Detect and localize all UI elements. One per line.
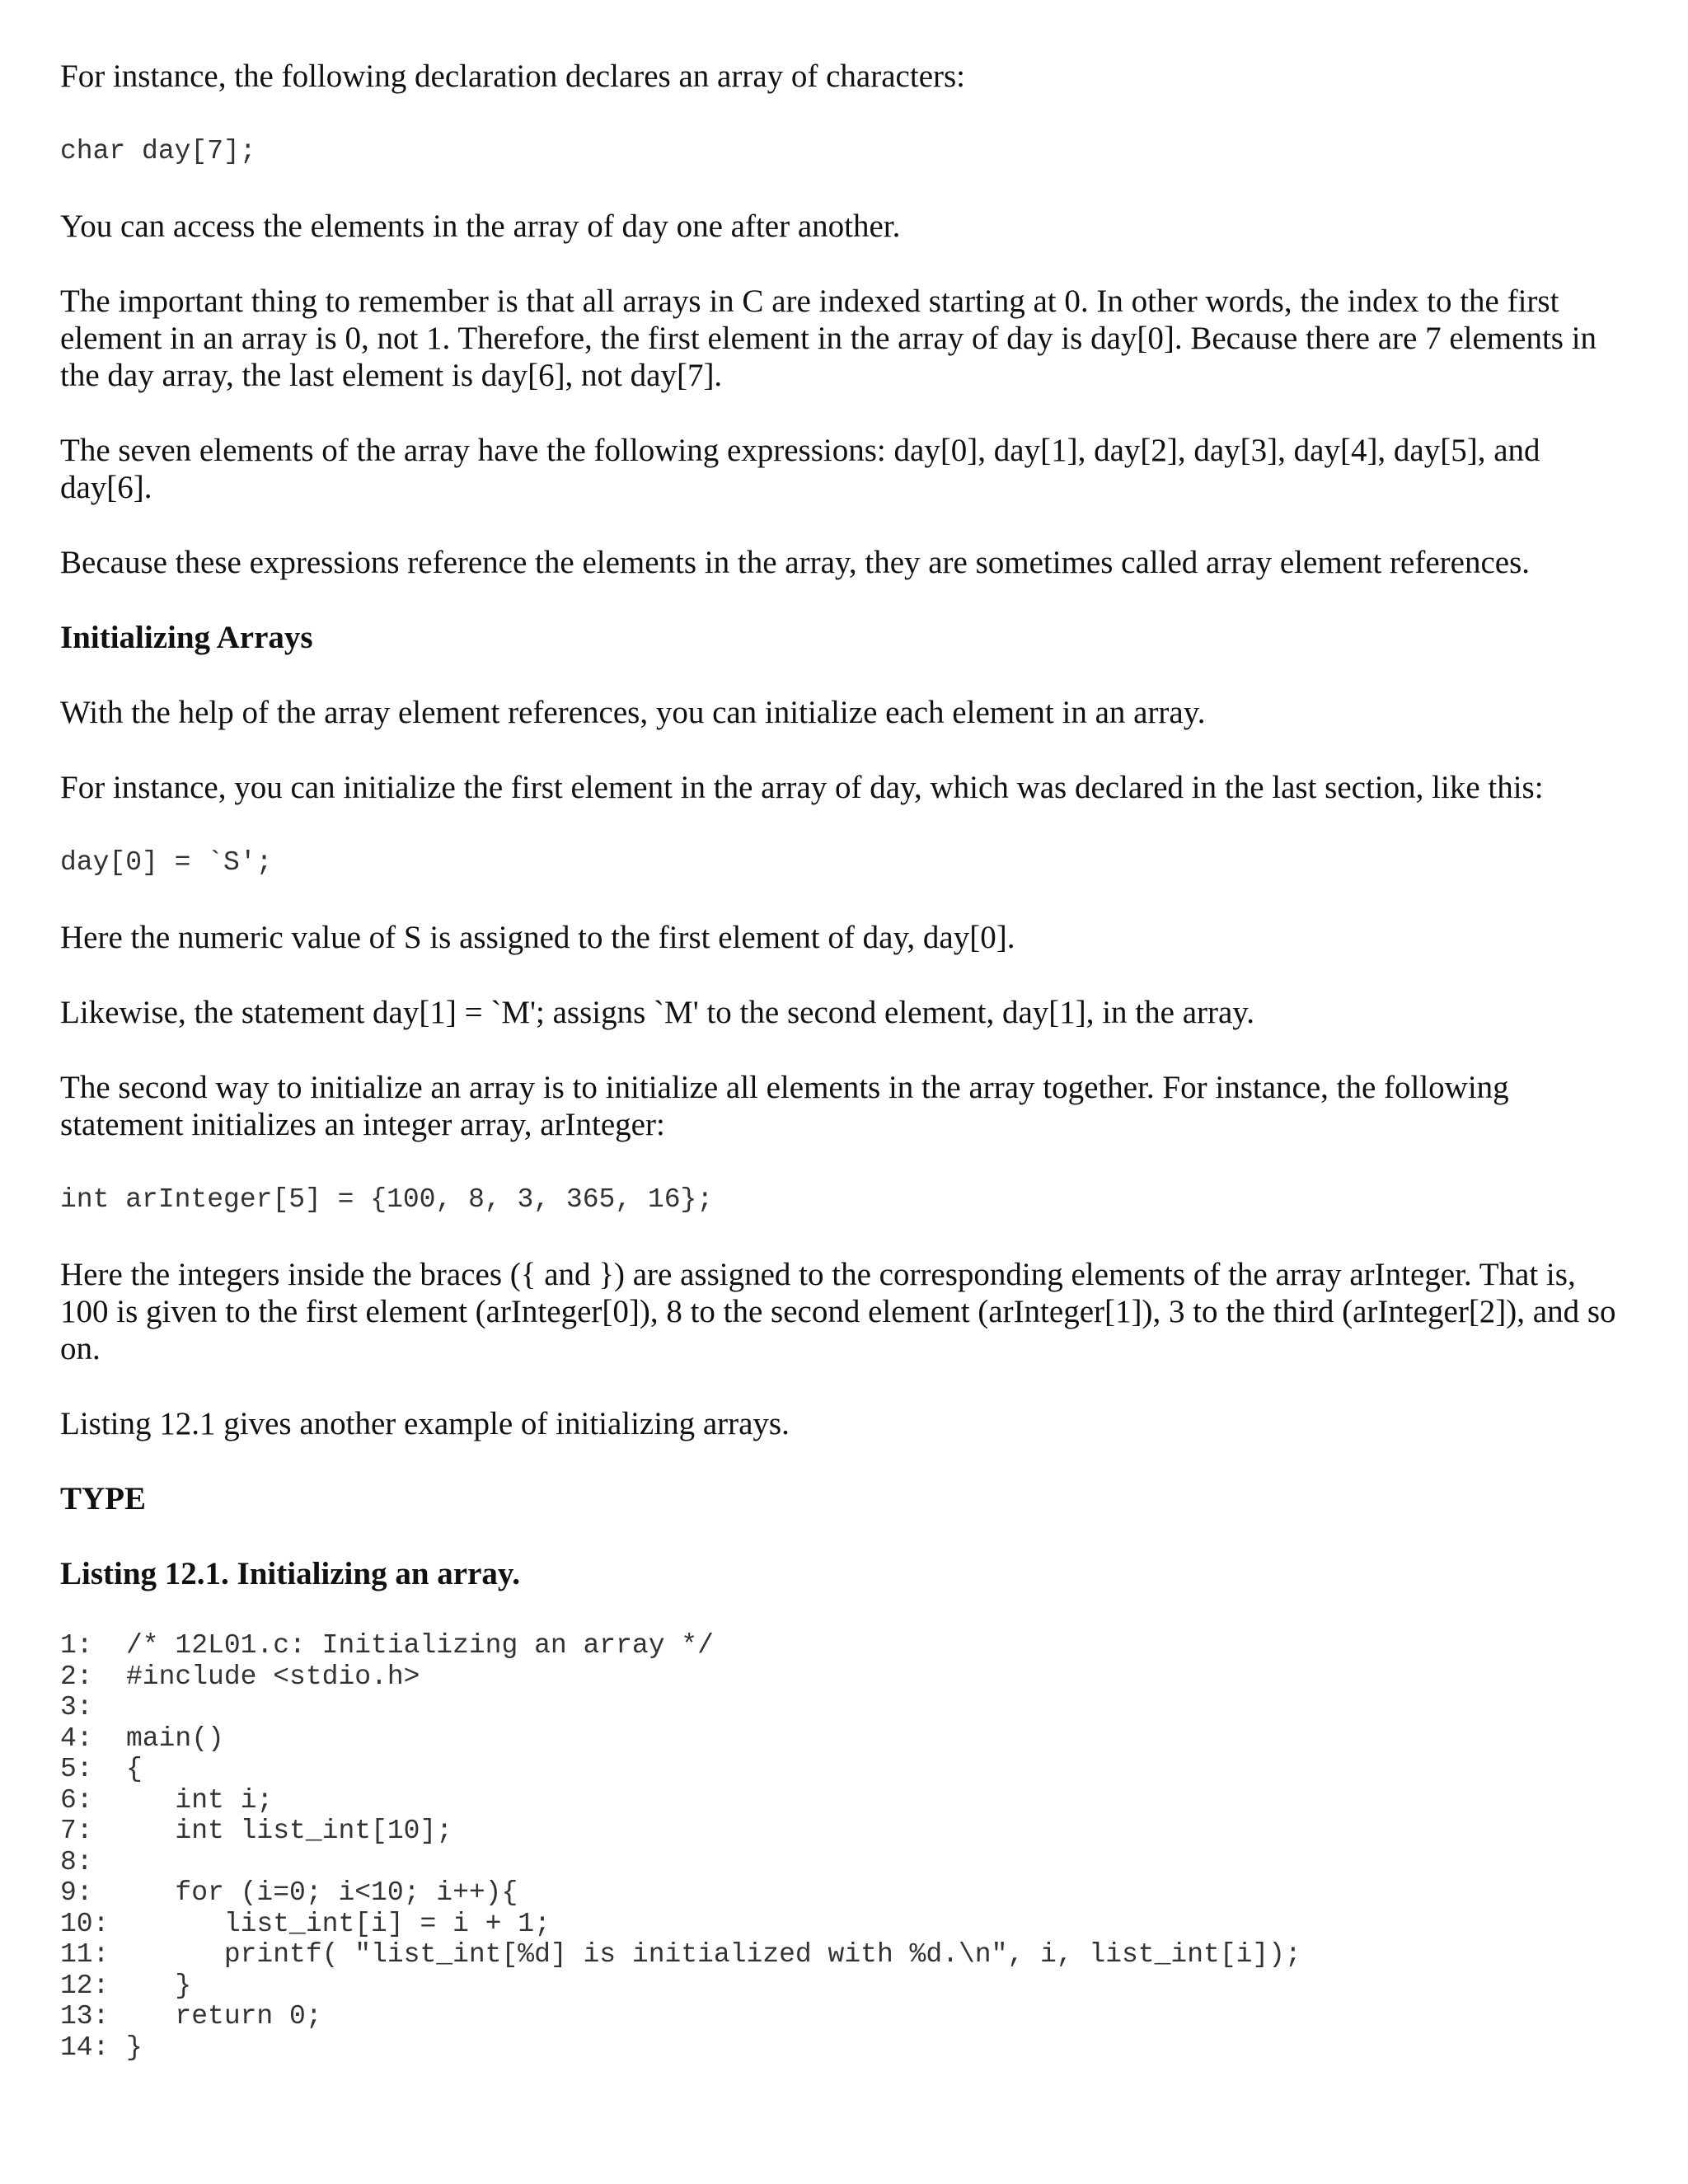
listing-line (60, 1847, 1626, 1878)
line-code: /* 12L01.c: Initializing an array */ (126, 1630, 714, 1661)
listing-line (60, 1971, 1626, 2002)
listing-line (60, 1816, 1626, 1847)
listing-line (60, 1630, 1626, 1661)
listing-title: Listing 12.1. Initializing an array. (60, 1556, 520, 1591)
line-code: { (126, 1754, 143, 1784)
line-number: 10: (60, 1908, 110, 1939)
line-code: return 0; (126, 2001, 322, 2032)
code-listing (60, 1630, 1626, 2063)
paragraph: The seven elements of the array have the following expressions: day[0], day[1], day[2], day[3], day[4], day[5], and day[6]. (60, 433, 1540, 505)
line-number: 2: (60, 1661, 93, 1692)
line-code: #include <stdio.h> (126, 1661, 420, 1692)
line-code: } (126, 1970, 192, 2001)
paragraph: Here the integers inside the braces ({ and }) are assigned to the corresponding elements of the array arInteger. That is, 100 is given to the first element (arInteger[0]), 8 to the second element (arInteger[1]), 3 to the third (arInteger[2]), and so on. (60, 1257, 1616, 1366)
paragraph: Because these expressions reference the elements in the array, they are sometimes called array element references. (60, 545, 1530, 580)
line-number: 8: (60, 1846, 93, 1877)
paragraph: The important thing to remember is that all arrays in C are indexed starting at 0. In other words, the index to the first element in an array is 0, not 1. Therefore, the first element in the array of day is day[0]. Because there are 7 elements in the day array, the last element is day[6], not day[7]. (60, 284, 1597, 393)
listing-line (60, 1939, 1626, 1971)
line-code: list_int[i] = i + 1; (126, 1908, 551, 1939)
line-code: int list_int[10]; (126, 1816, 453, 1846)
line-code: } (126, 2032, 143, 2063)
line-code: main() (126, 1722, 224, 1754)
line-code: int i; (126, 1784, 274, 1816)
paragraph: You can access the elements in the array of day one after another. (60, 209, 901, 244)
line-number: 14: (60, 2032, 110, 2063)
listing-line (60, 1692, 1626, 1723)
line-number: 6: (60, 1784, 93, 1816)
paragraph: For instance, you can initialize the first element in the array of day, which was declared in the last section, like this: (60, 770, 1544, 805)
listing-line (60, 1661, 1626, 1693)
paragraph: Listing 12.1 gives another example of initializing arrays. (60, 1406, 790, 1441)
line-number: 12: (60, 1970, 110, 2001)
listing-line (60, 1754, 1626, 1785)
paragraph: The second way to initialize an array is to initialize all elements in the array together. For instance, the following statement initializes an integer array, arInteger: (60, 1070, 1509, 1142)
listing-line (60, 2032, 1626, 2064)
line-number: 1: (60, 1630, 93, 1661)
code-snippet: day[0] = `S'; (60, 847, 273, 878)
line-number: 11: (60, 1939, 110, 1970)
paragraph: For instance, the following declaration declares an array of characters: (60, 59, 965, 94)
type-heading: TYPE (60, 1481, 147, 1516)
paragraph: With the help of the array element references, you can initialize each element in an array. (60, 695, 1206, 730)
line-number: 7: (60, 1816, 93, 1846)
paragraph: Here the numeric value of S is assigned to the first element of day, day[0]. (60, 920, 1015, 955)
line-number: 13: (60, 2001, 110, 2032)
listing-line (60, 2001, 1626, 2032)
code-snippet: char day[7]; (60, 136, 256, 166)
paragraph: Likewise, the statement day[1] = `M'; assigns `M' to the second element, day[1], in the array. (60, 995, 1255, 1030)
line-code: for (i=0; i<10; i++){ (126, 1877, 518, 1908)
line-number: 4: (60, 1722, 93, 1754)
line-number: 9: (60, 1877, 93, 1908)
document-page (60, 58, 1626, 2063)
line-number: 5: (60, 1754, 93, 1784)
section-heading: Initializing Arrays (60, 620, 313, 655)
code-snippet: int arInteger[5] = {100, 8, 3, 365, 16}; (60, 1184, 714, 1215)
listing-line (60, 1909, 1626, 1940)
listing-line (60, 1877, 1626, 1909)
line-number: 3: (60, 1692, 93, 1722)
listing-line (60, 1785, 1626, 1816)
line-code: printf( "list_int[%d] is initialized with %d.\n", i, list_int[i]); (126, 1939, 1301, 1970)
listing-line (60, 1723, 1626, 1755)
